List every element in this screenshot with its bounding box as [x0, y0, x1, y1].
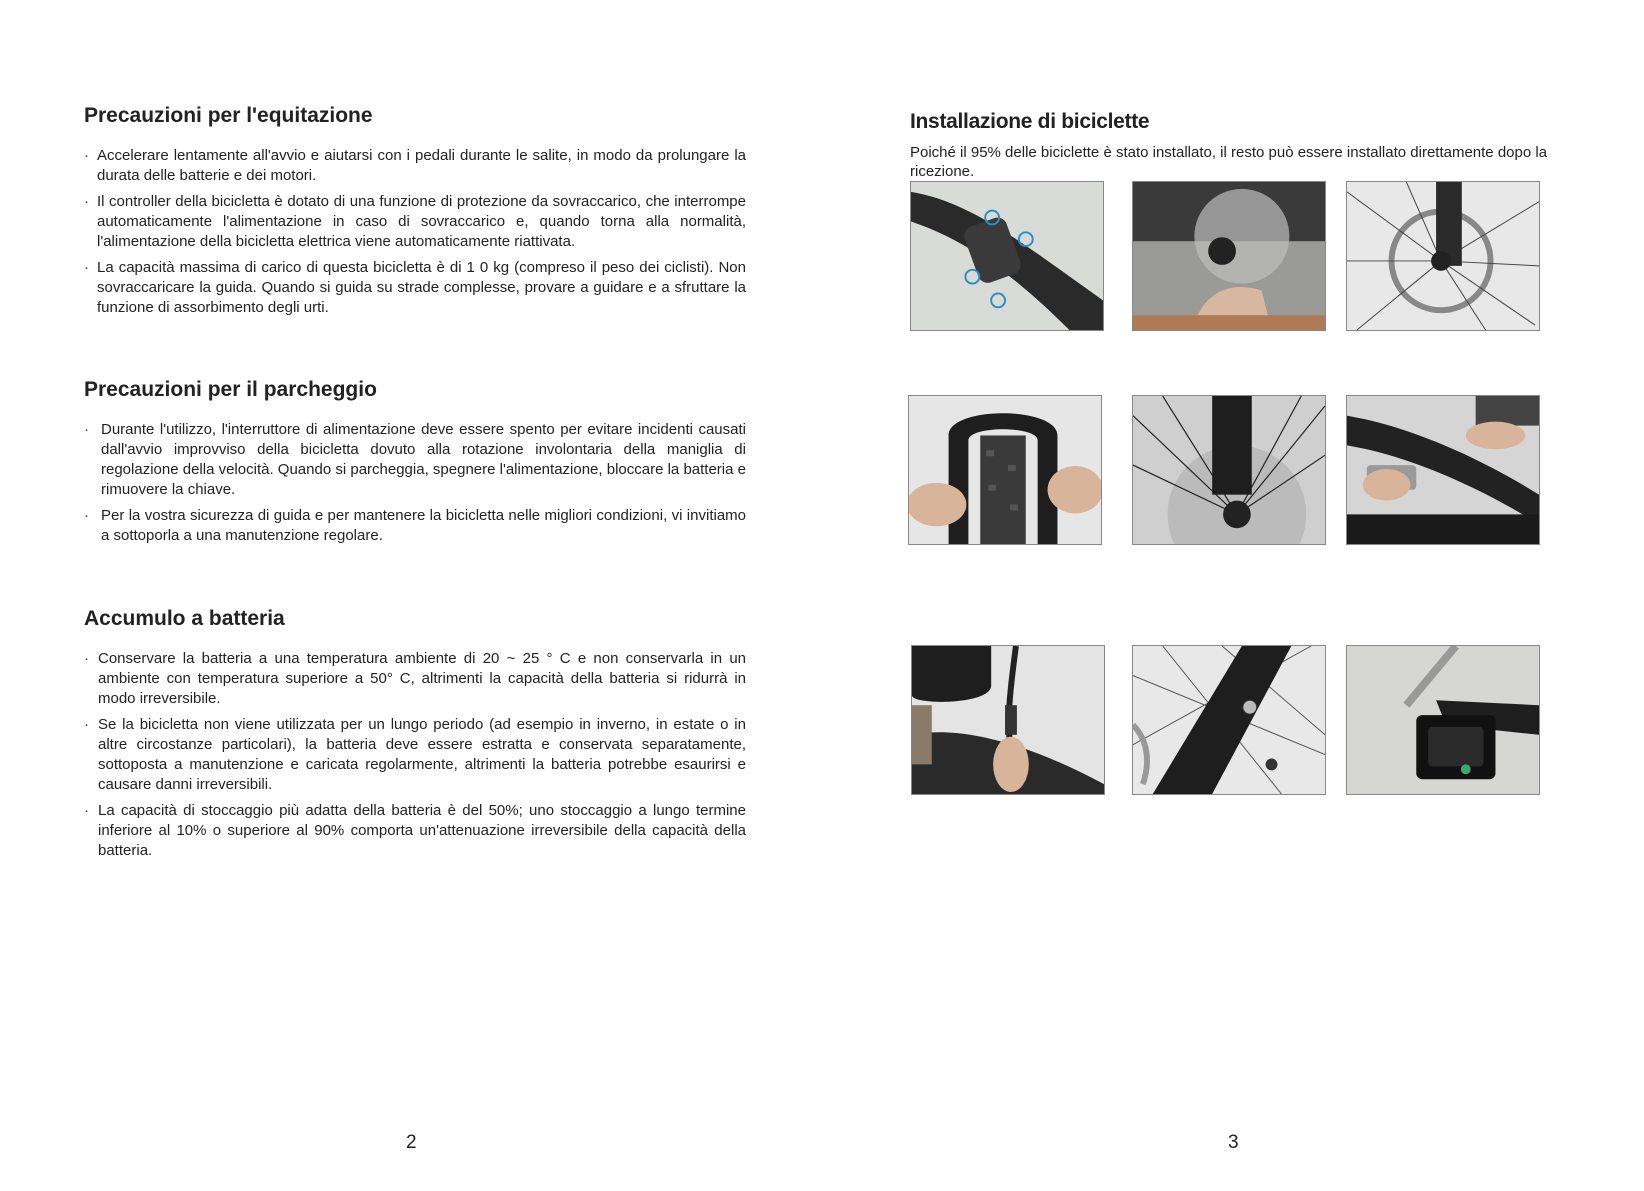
list-item: · Per la vostra sicurezza di guida e per mantenere la bicicletta nelle migliori condizioni, vi invitiamo a sottoporla a una manutenzione regolare. [84, 506, 746, 546]
front-wheel-disc-brake-photo [1346, 181, 1540, 331]
brake-caliper-photo [1346, 395, 1540, 545]
list-item: · Conservare la batteria a una temperatura ambiente di 20 ~ 25 ° C e non conservarla in un ambiente con temperatura superiore a 50° C, altrimenti la capacità della batteria si ridurrà in modo irreversibile. [84, 649, 746, 709]
section-title: Precauzioni per il parcheggio [84, 378, 377, 401]
list-item: · Il controller della bicicletta è dotato di una funzione di protezione da sovraccarico, che interrompe automaticamente l'alimentazione in caso di sovraccarico e, quando torna alla normalità, l'alimentazione della bicicletta elettrica viene automaticamente riattivata. [84, 192, 746, 252]
fender-mounting-photo [908, 395, 1102, 545]
pedal-installation-photo [1346, 645, 1540, 795]
front-axle-photo [1132, 181, 1326, 331]
list-item: · Se la bicicletta non viene utilizzata per un lungo periodo (ad esempio in inverno, in estate o in altre circostanze particolari), la batteria deve essere estratta e conservata separatamente, sottoposta a manutenzione e caricata regolarmente, altrimenti la batteria potrebbe esaurirsi e causare danni irreversibili. [84, 715, 746, 795]
cable-connector-photo [911, 645, 1105, 795]
page-number: 3 [1228, 1132, 1239, 1153]
riding-precautions-section [84, 104, 746, 324]
page-number: 2 [406, 1132, 417, 1153]
bullet-list [84, 649, 746, 861]
list-item: · Accelerare lentamente all'avvio e aiutarsi con i pedali durante le salite, in modo da prolungare la durata delle batterie e dei motori. [84, 146, 746, 186]
list-item: · Durante l'utilizzo, l'interruttore di alimentazione deve essere spento per evitare incidenti causati dall'avvio improvviso della bicicletta dovuto alla rotazione involontaria della maniglia di regolazione della velocità. Quando si parcheggia, spegnere l'alimentazione, bloccare la batteria e rimuovere la chiave. [84, 420, 746, 500]
section-title: Accumulo a batteria [84, 607, 285, 630]
installation-title: Installazione di biciclette [910, 110, 1150, 133]
fork-disc-photo [1132, 645, 1326, 795]
list-item: · La capacità massima di carico di questa bicicletta è di 1 0 kg (compreso il peso dei ciclisti). Non sovraccaricare la guida. Quando si guida su strade complesse, provare a guidare e a sfruttare la funzione di assorbimento degli urti. [84, 258, 746, 318]
right-page [822, 0, 1644, 1191]
handlebar-clamp-photo [910, 181, 1104, 331]
bullet-list [84, 146, 746, 318]
section-title: Precauzioni per l'equitazione [84, 104, 373, 127]
parking-precautions-section [84, 378, 746, 552]
wheel-axle-nut-photo [1132, 395, 1326, 545]
installation-intro: Poiché il 95% delle biciclette è stato installato, il resto può essere installato direttamente dopo la ricezione. [910, 144, 1548, 180]
bullet-list [84, 420, 746, 546]
list-item: · La capacità di stoccaggio più adatta della batteria è del 50%; uno stoccaggio a lungo termine inferiore al 10% o superiore al 90% comporta un'attenuazione irreversibile della capacità della batteria. [84, 801, 746, 861]
battery-storage-section [84, 607, 746, 867]
